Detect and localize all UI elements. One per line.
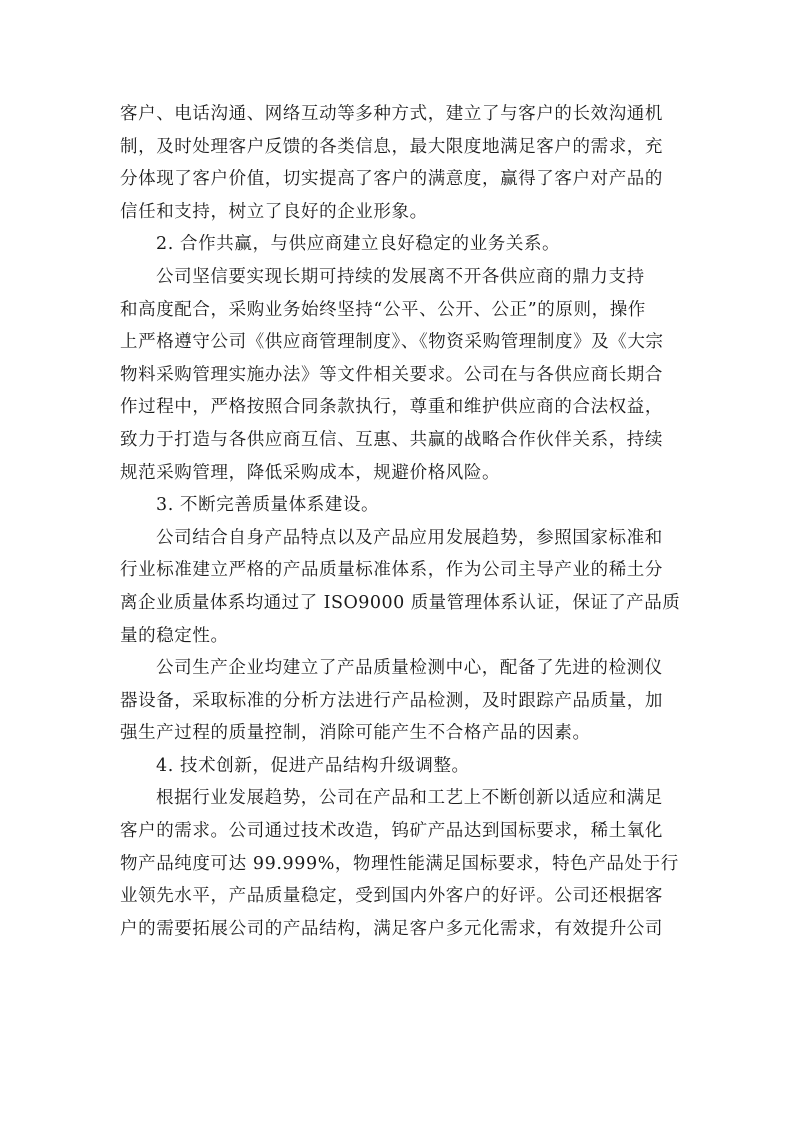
text-line: 信任和支持，树立了良好的企业形象。 [120,201,428,222]
text-line: 上严格遵守公司《供应商管理制度》、《物资采购管理制度》及《大宗 [120,332,664,353]
text-line: 和高度配合，采购业务始终坚持“公平、公开、公正”的原则，操作 [120,299,646,320]
text-line: 分体现了客户价值，切实提高了客户的满意度，赢得了客户对产品的 [120,169,663,190]
text-line: 公司结合自身产品特点以及产品应用发展趋势，参照国家标准和 [156,527,663,548]
text-line: 公司生产企业均建立了产品质量检测中心，配备了先进的检测仪 [156,658,663,679]
text-line: 离企业质量体系均通过了 ISO9000 质量管理体系认证，保证了产品质 [120,592,681,613]
text-line: 致力于打造与各供应商互信、互惠、共赢的战略合作伙伴关系，持续 [120,429,663,450]
text-line: 4. 技术创新，促进产品结构升级调整。 [156,755,470,776]
text-line: 业领先水平，产品质量稳定，受到国内外客户的好评。公司还根据客 [120,886,663,907]
text-line: 3. 不断完善质量体系建设。 [156,495,380,516]
text-line: 客户的需求。公司通过技术改造，钨矿产品达到国标要求，稀土氧化 [120,821,663,842]
text-line: 制，及时处理客户反馈的各类信息，最大限度地满足客户的需求，充 [120,136,663,157]
text-line: 强生产过程的质量控制，消除可能产生不合格产品的因素。 [120,723,591,744]
text-line: 公司坚信要实现长期可持续的发展离不开各供应商的鼎力支持 [156,266,645,287]
text-line: 器设备，采取标准的分析方法进行产品检测，及时跟踪产品质量，加 [120,690,663,711]
text-line: 户的需要拓展公司的产品结构，满足客户多元化需求，有效提升公司 [120,918,663,939]
text-line: 规范采购管理，降低采购成本，规避价格风险。 [120,462,501,483]
document-body [120,98,682,945]
text-line: 客户、电话沟通、网络互动等多种方式，建立了与客户的长效沟通机 [120,104,663,124]
text-line: 物料采购管理实施办法》等文件相关要求。公司在与各供应商长期合 [120,364,663,385]
text-line: 物产品纯度可达 99.999%，物理性能满足国标要求，特色产品处于行 [120,853,679,874]
text-line: 量的稳定性。 [120,625,229,646]
text-line: 作过程中，严格按照合同条款执行，尊重和维护供应商的合法权益， [120,397,663,418]
text-line: 2. 合作共赢，与供应商建立良好稳定的业务关系。 [156,234,561,255]
text-line: 行业标准建立严格的产品质量标准体系，作为公司主导产业的稀土分 [120,560,663,581]
text-line: 根据行业发展趋势，公司在产品和工艺上不断创新以适应和满足 [156,788,663,809]
